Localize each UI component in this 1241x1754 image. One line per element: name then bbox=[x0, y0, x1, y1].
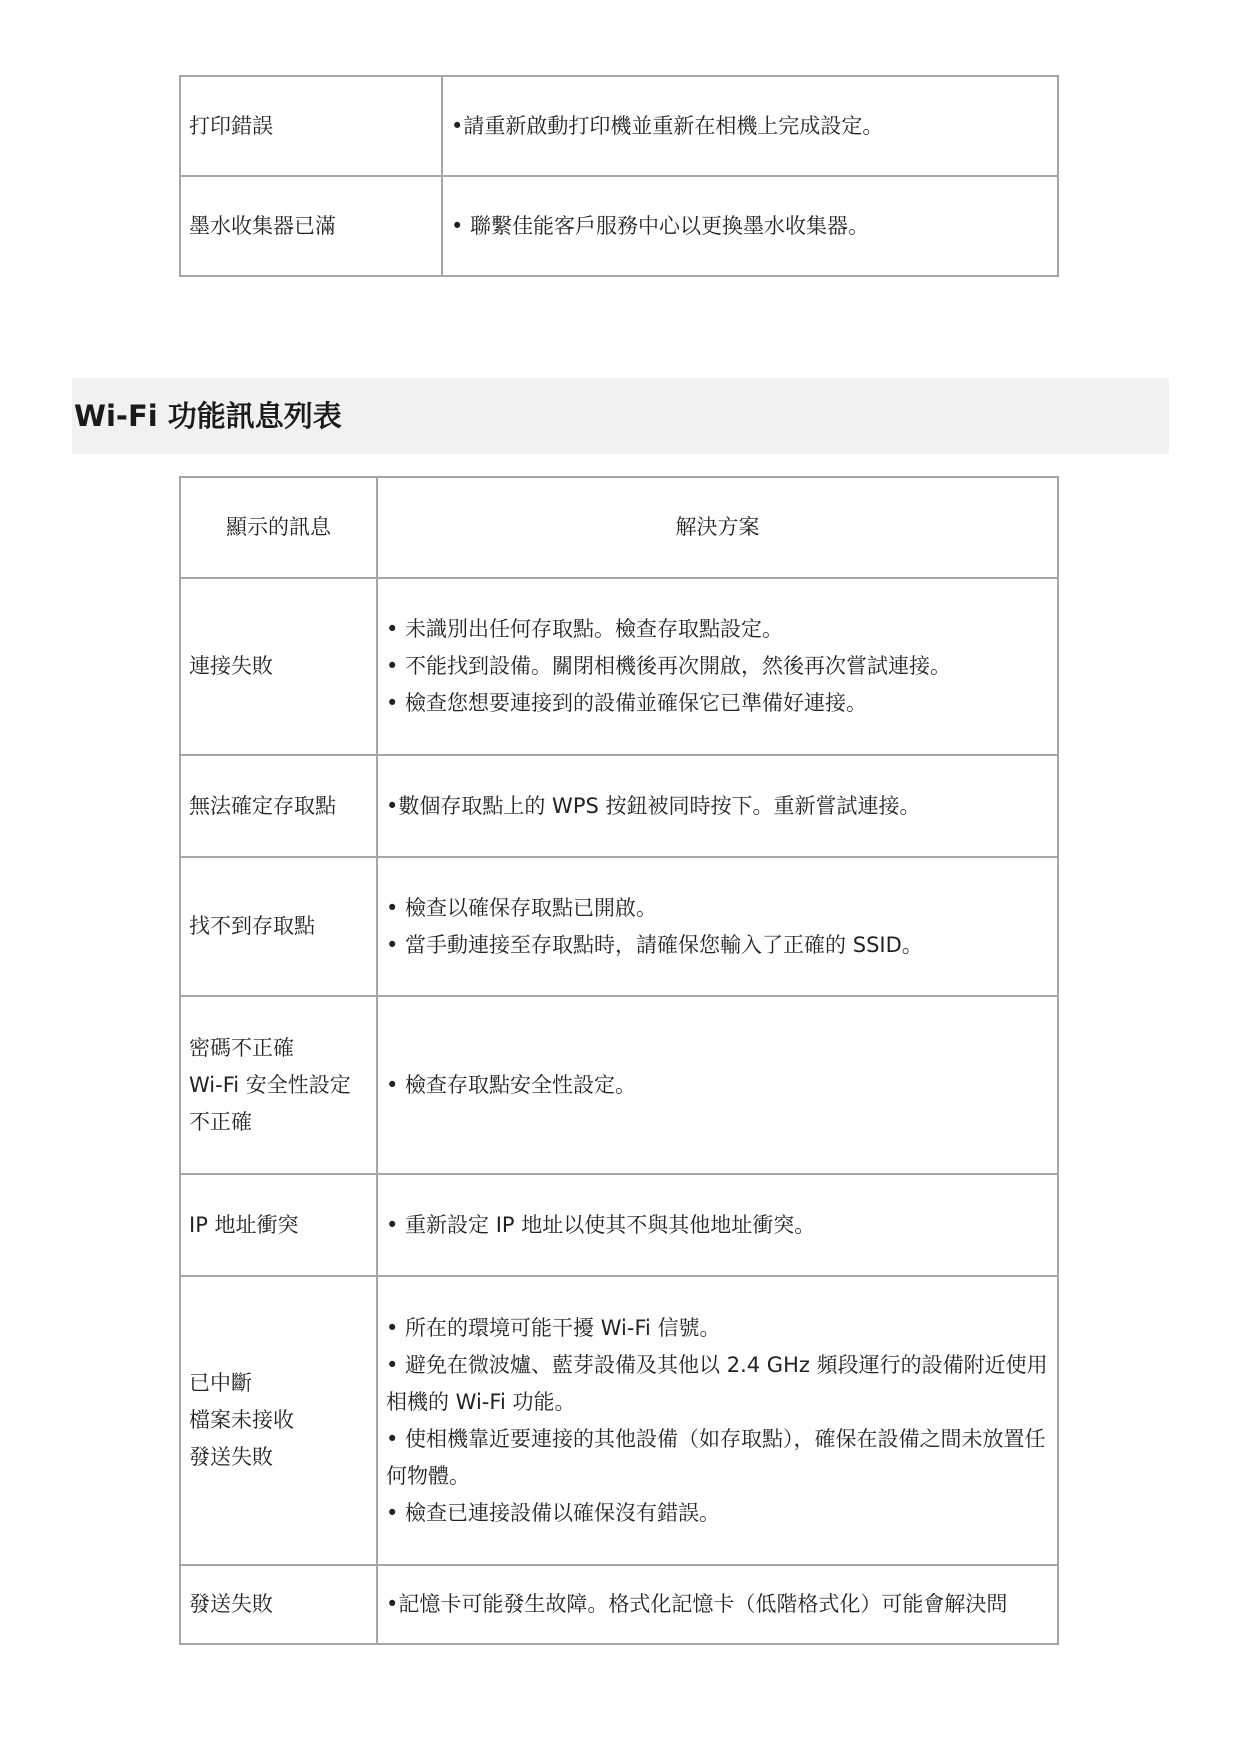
message-cell: 墨水收集器已滿 bbox=[180, 176, 442, 276]
message-cell bbox=[180, 1174, 377, 1276]
table-row bbox=[180, 857, 1058, 996]
section-title: Wi-Fi 功能訊息列表 bbox=[74, 399, 342, 433]
message-line: 連接失敗 bbox=[189, 654, 273, 678]
message-cell bbox=[180, 755, 377, 857]
message-line: 不正確 bbox=[189, 1109, 252, 1134]
message-cell bbox=[180, 857, 377, 996]
error-table-continued bbox=[179, 75, 1059, 277]
table-row bbox=[180, 1174, 1058, 1276]
solution-cell bbox=[377, 996, 1058, 1174]
solution-bullet: • 所在的環境可能干擾 Wi-Fi 信號。 bbox=[386, 1315, 721, 1340]
message-cell bbox=[180, 578, 377, 755]
column-header-message: 顯示的訊息 bbox=[180, 477, 377, 578]
message-line: Wi-Fi 安全性設定 bbox=[189, 1072, 351, 1097]
message-line: 已中斷 bbox=[189, 1371, 252, 1395]
solution-bullet: • 不能找到設備。關閉相機後再次開啟，然後再次嘗試連接。 bbox=[386, 654, 952, 678]
message-line: 找不到存取點 bbox=[189, 914, 315, 938]
message-line: 發送失敗 bbox=[189, 1592, 273, 1616]
table-header-row bbox=[180, 477, 1058, 578]
solution-bullet: • 檢查已連接設備以確保沒有錯誤。 bbox=[386, 1500, 721, 1525]
section-heading-band bbox=[72, 378, 1169, 454]
solution-bullet: • 避免在微波爐、藍芽設備及其他以 2.4 GHz 頻段運行的設備附近使用相機的 Wi-Fi 功能。 bbox=[386, 1352, 1048, 1414]
solution-cell bbox=[377, 1565, 1058, 1644]
solution-cell: •請重新啟動打印機並重新在相機上完成設定。 bbox=[442, 76, 1058, 176]
message-cell bbox=[180, 996, 377, 1174]
solution-cell bbox=[377, 755, 1058, 857]
solution-bullet: •數個存取點上的 WPS 按鈕被同時按下。重新嘗試連接。 bbox=[386, 793, 921, 818]
table-row bbox=[180, 755, 1058, 857]
table-row bbox=[180, 76, 1058, 176]
solution-bullet: • 未識別出任何存取點。檢查存取點設定。 bbox=[386, 617, 784, 641]
table-row bbox=[180, 176, 1058, 276]
solution-bullet: • 重新設定 IP 地址以使其不與其他地址衝突。 bbox=[386, 1212, 816, 1237]
solution-cell bbox=[377, 1276, 1058, 1565]
message-line: 密碼不正確 bbox=[189, 1035, 294, 1060]
message-line: IP 地址衝突 bbox=[189, 1212, 299, 1237]
solution-cell bbox=[377, 1174, 1058, 1276]
solution-cell bbox=[377, 857, 1058, 996]
message-line: 無法確定存取點 bbox=[189, 793, 336, 818]
table-row bbox=[180, 1565, 1058, 1644]
table-row bbox=[180, 1276, 1058, 1565]
message-line: 檔案未接收 bbox=[189, 1408, 294, 1432]
solution-bullet: • 檢查存取點安全性設定。 bbox=[386, 1072, 637, 1097]
solution-cell bbox=[377, 578, 1058, 755]
solution-bullet: • 檢查您想要連接到的設備並確保它已準備好連接。 bbox=[386, 691, 868, 715]
solution-bullet: • 檢查以確保存取點已開啟。 bbox=[386, 895, 658, 920]
solution-bullet: • 當手動連接至存取點時，請確保您輸入了正確的 SSID。 bbox=[386, 932, 923, 957]
table-row bbox=[180, 996, 1058, 1174]
message-cell: 打印錯誤 bbox=[180, 76, 442, 176]
solution-cell: • 聯繫佳能客戶服務中心以更換墨水收集器。 bbox=[442, 176, 1058, 276]
solution-bullet: • 使相機靠近要連接的其他設備（如存取點），確保在設備之間未放置任何物體。 bbox=[386, 1426, 1046, 1488]
message-line: 發送失敗 bbox=[189, 1445, 273, 1469]
column-header-solution: 解決方案 bbox=[377, 477, 1058, 578]
message-cell bbox=[180, 1276, 377, 1565]
message-cell bbox=[180, 1565, 377, 1644]
table-row bbox=[180, 578, 1058, 755]
solution-bullet: •記憶卡可能發生故障。格式化記憶卡（低階格式化）可能會解決問 bbox=[386, 1592, 1008, 1616]
wifi-message-table bbox=[179, 476, 1059, 1645]
